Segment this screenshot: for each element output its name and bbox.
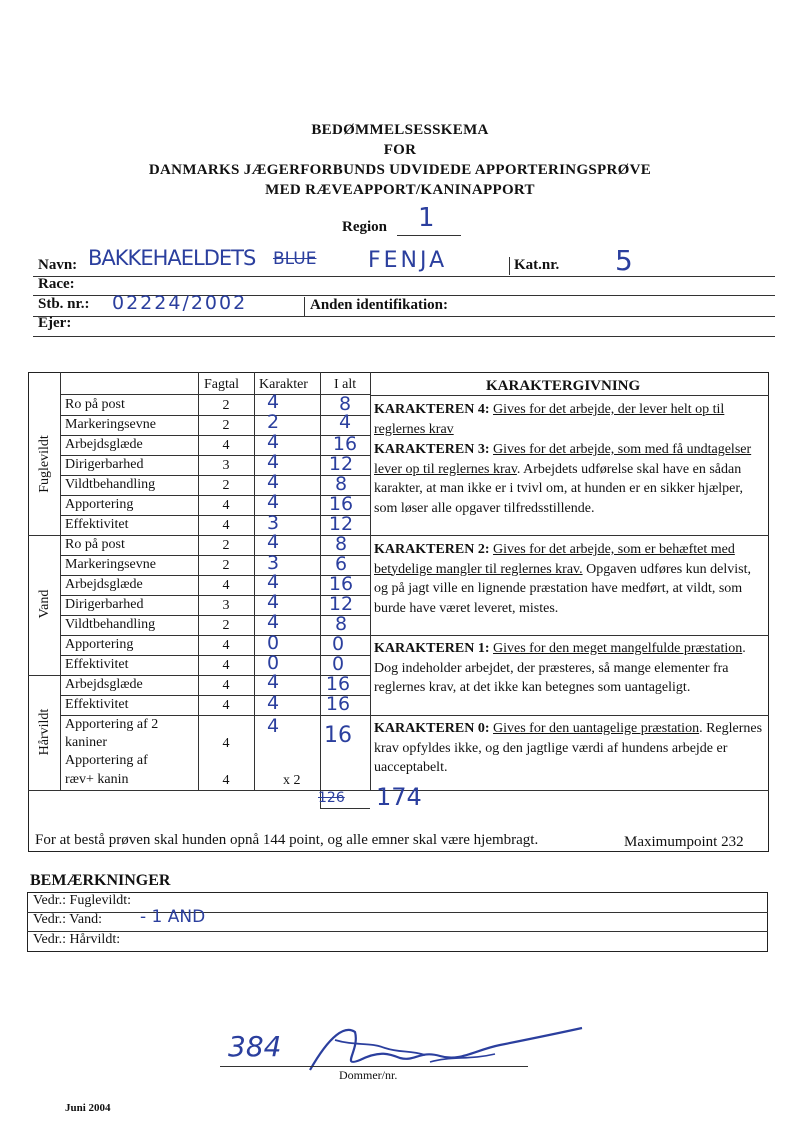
row-fagtal: 2 bbox=[222, 538, 230, 553]
k3-rest: . Arbejdets udførelse skal have en sådan karakter, at man ikke er i tvivl om, at hunden er en sikker hjælper, som løser alle opgaver tilfredsstillende. bbox=[374, 461, 743, 516]
k4-text: Gives for det arbejde, der lever helt op til reglernes krav bbox=[374, 402, 725, 437]
row-ialt: 16 bbox=[328, 573, 354, 595]
row-fagtal: 2 bbox=[222, 618, 230, 633]
special1-ialt: 16 bbox=[324, 723, 352, 748]
special1-label-b: kaniner bbox=[65, 735, 107, 750]
remarks-vand-hand: - 1 AND bbox=[140, 907, 206, 927]
k3-head: KARAKTEREN 3: bbox=[374, 442, 490, 457]
k2-under: Gives for det arbejde, som er behæftet med betydelige mangler til reglernes krav. bbox=[374, 542, 735, 577]
special2-label-b: ræv+ kanin bbox=[65, 772, 129, 787]
row-label: Apportering bbox=[65, 637, 134, 652]
col-fagtal: Fagtal bbox=[204, 377, 239, 392]
row-karakter: 4 bbox=[266, 391, 280, 413]
row-fagtal: 4 bbox=[222, 678, 230, 693]
k4-block bbox=[374, 400, 766, 439]
form-title-org: DANMARKS JÆGERFORBUNDS UDVIDEDE APPORTERINGSPRØVE bbox=[148, 162, 652, 178]
anden-label: Anden identifikation: bbox=[310, 297, 448, 313]
row-karakter: 4 bbox=[266, 431, 280, 453]
row-fagtal: 4 bbox=[222, 658, 230, 673]
total-struck: 126 bbox=[318, 790, 345, 806]
row-ialt: 8 bbox=[334, 613, 348, 635]
row-ialt: 12 bbox=[328, 453, 354, 475]
row-karakter: 4 bbox=[266, 471, 280, 493]
row-ialt: 4 bbox=[338, 411, 352, 433]
pass-requirement: For at bestå prøven skal hunden opnå 144 point, og alle emner skal være hjembragt. bbox=[35, 832, 539, 848]
row-ialt: 16 bbox=[328, 493, 354, 515]
row-ialt: 16 bbox=[325, 673, 351, 695]
row-ialt: 12 bbox=[328, 593, 354, 615]
row-fagtal: 2 bbox=[222, 478, 230, 493]
row-ialt: 16 bbox=[332, 433, 358, 455]
max-points: Maximumpoint 232 bbox=[624, 834, 744, 850]
row-fagtal: 3 bbox=[222, 458, 230, 473]
total-value: 174 bbox=[376, 783, 422, 811]
row-ialt: 8 bbox=[338, 393, 352, 415]
row-karakter: 4 bbox=[266, 571, 280, 593]
k2-rest: Opgaven udføres kun delvist, og på jagt ville en lignende præstation have medført, at vildt, som burde have været leveret, mistes. bbox=[374, 561, 751, 616]
k0-block bbox=[374, 719, 766, 778]
form-date: Juni 2004 bbox=[65, 1102, 111, 1114]
special2-label-a: Apportering af bbox=[65, 753, 148, 768]
region-label: Region bbox=[342, 219, 387, 235]
special1-fagtal: 4 bbox=[222, 736, 230, 751]
row-karakter: 4 bbox=[266, 692, 280, 714]
row-karakter: 4 bbox=[266, 591, 280, 613]
row-label: Apportering bbox=[65, 497, 134, 512]
remarks-box bbox=[27, 892, 768, 952]
special2-multiplier: x 2 bbox=[283, 773, 301, 788]
k3-under: Gives for det arbejde, som med få undtagelser lever op til reglernes krav bbox=[374, 442, 752, 477]
race-label: Race: bbox=[38, 276, 75, 292]
row-label: Markeringsevne bbox=[65, 417, 156, 432]
row-ialt: 0 bbox=[331, 633, 345, 655]
k2-head: KARAKTEREN 2: bbox=[374, 542, 490, 557]
row-karakter: 4 bbox=[266, 671, 280, 693]
row-label: Dirigerbarhed bbox=[65, 597, 144, 612]
row-ialt: 0 bbox=[331, 653, 345, 675]
remarks-vand: Vedr.: Vand: bbox=[33, 912, 102, 927]
navn-label: Navn: bbox=[38, 257, 78, 273]
k1-under: Gives for den meget mangelfulde præstation bbox=[493, 641, 743, 656]
remarks-harvildt: Vedr.: Hårvildt: bbox=[33, 932, 121, 947]
remarks-title: BEMÆRKNINGER bbox=[30, 872, 171, 889]
remarks-fuglevildt: Vedr.: Fuglevildt: bbox=[33, 893, 131, 908]
row-fagtal: 4 bbox=[222, 638, 230, 653]
k0-head: KARAKTEREN 0: bbox=[374, 721, 490, 736]
group-fuglevildt: Fuglevildt bbox=[37, 435, 52, 493]
group-vand: Vand bbox=[37, 589, 52, 619]
row-fagtal: 4 bbox=[222, 698, 230, 713]
row-label: Effektivitet bbox=[65, 657, 129, 672]
row-label: Arbejdsglæde bbox=[65, 677, 143, 692]
special1-karakter: 4 bbox=[266, 715, 280, 737]
katnr-label: Kat.nr. bbox=[514, 257, 560, 273]
row-fagtal: 4 bbox=[222, 578, 230, 593]
region-value: 1 bbox=[418, 203, 435, 233]
row-fagtal: 2 bbox=[222, 418, 230, 433]
row-fagtal: 4 bbox=[222, 498, 230, 513]
k1-block bbox=[374, 639, 766, 698]
row-karakter: 3 bbox=[266, 512, 280, 534]
row-ialt: 8 bbox=[334, 533, 348, 555]
row-fagtal: 2 bbox=[222, 398, 230, 413]
row-label: Arbejdsglæde bbox=[65, 437, 143, 452]
col-karaktergivning: KARAKTERGIVNING bbox=[486, 378, 641, 394]
navn-value2: FENJA bbox=[368, 248, 448, 273]
form-title-for: FOR bbox=[383, 142, 417, 158]
judge-number: 384 bbox=[228, 1030, 282, 1063]
k0-under: Gives for den uantagelige præstation bbox=[493, 721, 700, 736]
row-karakter: 0 bbox=[266, 632, 280, 654]
ejer-label: Ejer: bbox=[38, 315, 72, 331]
special1-label-a: Apportering af 2 bbox=[65, 717, 159, 732]
form-title-sub: MED RÆVEAPPORT/KANINAPPORT bbox=[265, 182, 535, 198]
row-karakter: 3 bbox=[266, 552, 280, 574]
row-label: Ro på post bbox=[65, 397, 125, 412]
col-karakter: Karakter bbox=[259, 377, 308, 392]
row-fagtal: 4 bbox=[222, 518, 230, 533]
form-title: BEDØMMELSESSKEMA bbox=[311, 122, 489, 138]
k4-head: KARAKTEREN 4: bbox=[374, 402, 490, 417]
row-karakter: 2 bbox=[266, 411, 280, 433]
row-fagtal: 3 bbox=[222, 598, 230, 613]
k2-block bbox=[374, 540, 766, 618]
row-karakter: 0 bbox=[266, 652, 280, 674]
stbnr-value: 02224/2002 bbox=[112, 292, 248, 314]
k1-head: KARAKTEREN 1: bbox=[374, 641, 490, 656]
special2-fagtal: 4 bbox=[222, 773, 230, 788]
row-karakter: 4 bbox=[266, 491, 280, 513]
k1-rest: . Dog indeholder arbejdet, der præsteres, så mange elementer fra reglernes krav, at det ikke kan betegnes som uantageligt. bbox=[374, 641, 746, 695]
row-ialt: 6 bbox=[334, 553, 348, 575]
row-ialt: 16 bbox=[325, 693, 351, 715]
judge-label: Dommer/nr. bbox=[339, 1068, 398, 1082]
row-fagtal: 4 bbox=[222, 438, 230, 453]
row-ialt: 8 bbox=[334, 473, 348, 495]
navn-struck: BLUE bbox=[273, 249, 317, 269]
row-label: Vildtbehandling bbox=[65, 617, 156, 632]
row-fagtal: 2 bbox=[222, 558, 230, 573]
row-label: Effektivitet bbox=[65, 517, 129, 532]
row-label: Dirigerbarhed bbox=[65, 457, 144, 472]
row-label: Arbejdsglæde bbox=[65, 577, 143, 592]
row-karakter: 4 bbox=[266, 531, 280, 553]
col-ialt: I alt bbox=[334, 377, 357, 392]
k0-rest: . Reglernes krav opfyldes ikke, og den jagtlige værdi af hundens arbejde er uacceptabelt. bbox=[374, 721, 763, 775]
row-label: Markeringsevne bbox=[65, 557, 156, 572]
row-label: Ro på post bbox=[65, 537, 125, 552]
stbnr-label: Stb. nr.: bbox=[38, 296, 90, 312]
row-karakter: 4 bbox=[266, 611, 280, 633]
row-karakter: 4 bbox=[266, 451, 280, 473]
row-label: Vildtbehandling bbox=[65, 477, 156, 492]
row-label: Effektivitet bbox=[65, 697, 129, 712]
k3-block bbox=[374, 440, 766, 518]
row-ialt: 12 bbox=[328, 513, 354, 535]
group-harvildt: Hårvildt bbox=[37, 708, 52, 756]
navn-value: BAKKEHAELDETS bbox=[88, 246, 256, 270]
katnr-value: 5 bbox=[615, 244, 633, 277]
